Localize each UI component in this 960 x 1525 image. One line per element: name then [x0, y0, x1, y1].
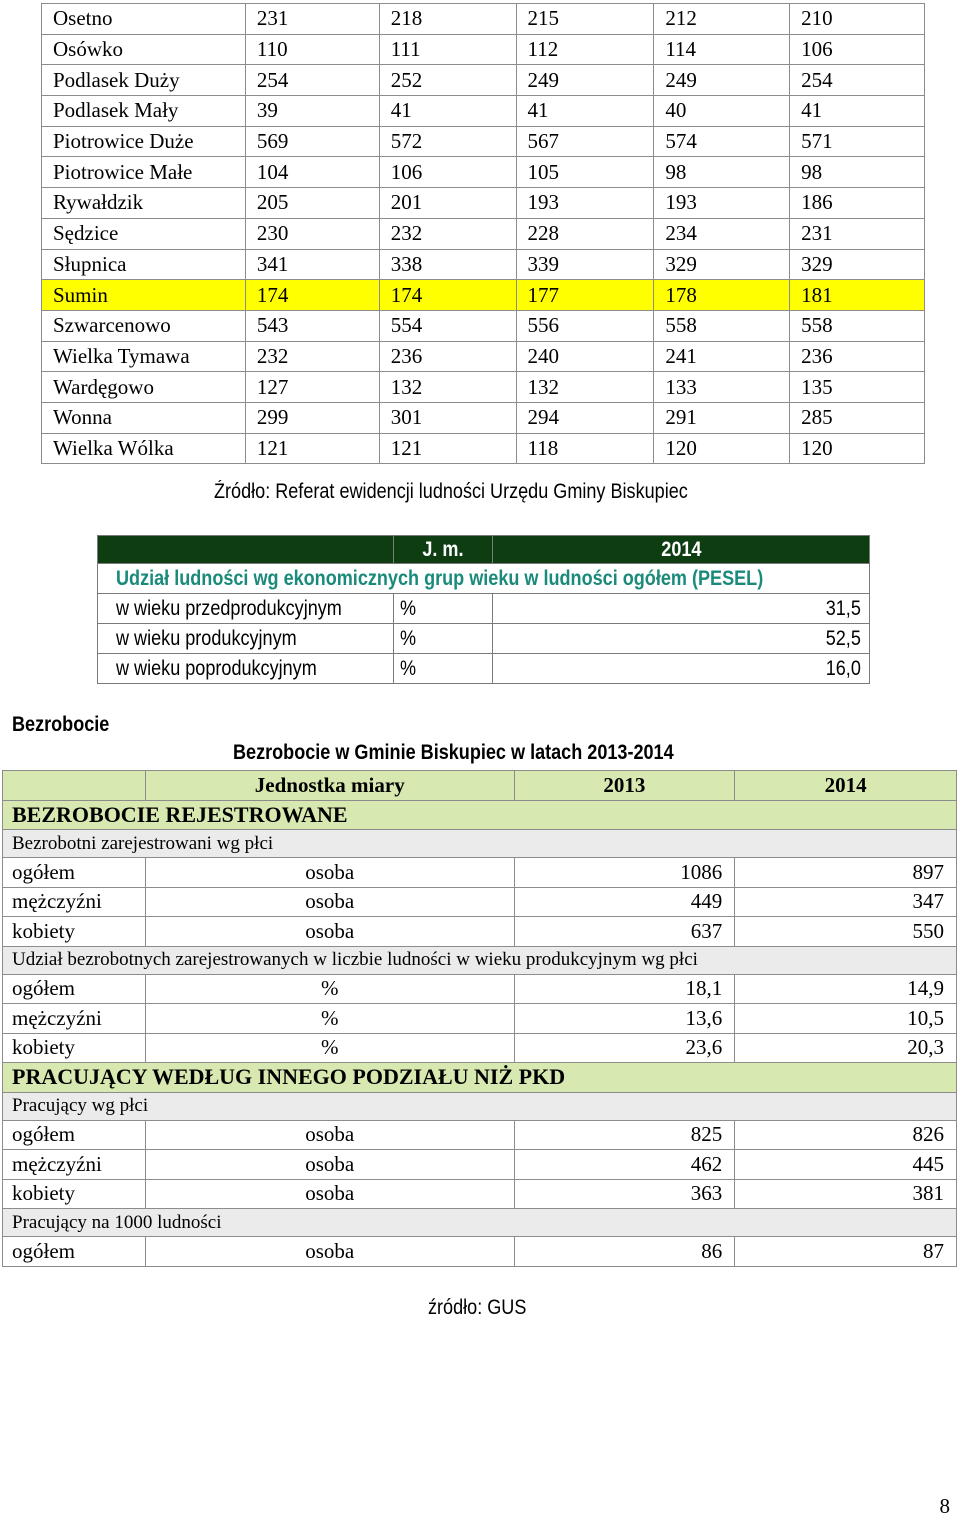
- village-row: [42, 96, 925, 127]
- village-value: 341: [245, 249, 379, 280]
- village-value: 572: [379, 126, 516, 157]
- unemployment-row-label: kobiety: [3, 1179, 146, 1209]
- village-value: 41: [790, 96, 925, 127]
- village-value: 241: [654, 341, 790, 372]
- unemployment-row-unit: %: [145, 1033, 514, 1063]
- village-value: 558: [654, 310, 790, 341]
- village-value: 41: [379, 96, 516, 127]
- unemployment-header-empty: [3, 771, 146, 801]
- village-row: [42, 65, 925, 96]
- village-name: Podlasek Duży: [42, 65, 246, 96]
- village-row: [42, 4, 925, 35]
- unemployment-data-row: [3, 887, 957, 917]
- village-value: 39: [245, 96, 379, 127]
- unemployment-row-unit: osoba: [145, 887, 514, 917]
- village-name: Wonna: [42, 402, 246, 433]
- village-value: 285: [790, 402, 925, 433]
- village-value: 567: [516, 126, 654, 157]
- unemployment-row-2013: 23,6: [514, 1033, 735, 1063]
- unemployment-row-unit: %: [145, 1004, 514, 1034]
- pesel-row-label: w wieku przedprodukcyjnym: [98, 594, 394, 624]
- village-row: [42, 402, 925, 433]
- unemployment-section-title: PRACUJĄCY WEDŁUG INNEGO PODZIAŁU NIŻ PKD: [3, 1063, 957, 1093]
- unemployment-row-label: ogółem: [3, 1120, 146, 1150]
- village-value: 98: [790, 157, 925, 188]
- village-value: 210: [790, 4, 925, 35]
- pesel-row-value: 52,5: [493, 624, 869, 654]
- village-value: 127: [245, 372, 379, 403]
- unemployment-row-2014: 347: [735, 887, 957, 917]
- village-value: 236: [379, 341, 516, 372]
- pesel-row-label: w wieku poprodukcyjnym: [98, 654, 394, 684]
- village-value: 174: [379, 280, 516, 311]
- pesel-row-unit: %: [394, 624, 493, 654]
- village-row: [42, 126, 925, 157]
- village-value: 193: [654, 188, 790, 219]
- unemployment-subheader-title: Udział bezrobotnych zarejestrowanych w liczbie ludności w wieku produkcyjnym wg płci: [3, 946, 957, 974]
- village-value: 231: [245, 4, 379, 35]
- unemployment-row-label: kobiety: [3, 1033, 146, 1063]
- village-row: [42, 249, 925, 280]
- village-value: 218: [379, 4, 516, 35]
- village-value: 329: [654, 249, 790, 280]
- village-value: 40: [654, 96, 790, 127]
- unemployment-subheader-row: [3, 946, 957, 974]
- village-name: Piotrowice Duże: [42, 126, 246, 157]
- unemployment-data-row: [3, 1150, 957, 1180]
- unemployment-header-row: [3, 771, 957, 801]
- unemployment-data-row: [3, 1004, 957, 1034]
- unemployment-row-label: mężczyźni: [3, 887, 146, 917]
- unemployment-header-2013: 2013: [514, 771, 735, 801]
- unemployment-subheader-row: [3, 1092, 957, 1120]
- unemployment-row-2013: 18,1: [514, 974, 735, 1004]
- unemployment-data-row: [3, 1120, 957, 1150]
- pesel-row-value: 31,5: [493, 594, 869, 624]
- unemployment-row-2014: 381: [735, 1179, 957, 1209]
- village-value: 114: [654, 34, 790, 65]
- pesel-header-row: [98, 536, 870, 564]
- unemployment-section-row: [3, 800, 957, 830]
- unemployment-row-unit: osoba: [145, 858, 514, 888]
- village-value: 301: [379, 402, 516, 433]
- village-row: [42, 280, 925, 311]
- unemployment-header-unit: Jednostka miary: [145, 771, 514, 801]
- unemployment-row-2014: 445: [735, 1150, 957, 1180]
- unemployment-subheader-row: [3, 830, 957, 858]
- village-name: Osetno: [42, 4, 246, 35]
- unemployment-row-2014: 897: [735, 858, 957, 888]
- unemployment-subheader-row: [3, 1209, 957, 1237]
- village-value: 556: [516, 310, 654, 341]
- village-value: 569: [245, 126, 379, 157]
- unemployment-row-2013: 462: [514, 1150, 735, 1180]
- unemployment-subheader-title: Bezrobotni zarejestrowani wg płci: [3, 830, 957, 858]
- village-value: 232: [245, 341, 379, 372]
- village-name: Sumin: [42, 280, 246, 311]
- village-value: 240: [516, 341, 654, 372]
- pesel-row-unit: %: [394, 654, 493, 684]
- unemployment-row-unit: osoba: [145, 1120, 514, 1150]
- unemployment-row-label: mężczyźni: [3, 1150, 146, 1180]
- village-value: 118: [516, 433, 654, 464]
- village-name: Piotrowice Małe: [42, 157, 246, 188]
- pesel-header-year: 2014: [493, 536, 869, 564]
- page-number: 8: [939, 1494, 950, 1518]
- village-name: Szwarcenowo: [42, 310, 246, 341]
- village-value: 135: [790, 372, 925, 403]
- village-value: 110: [245, 34, 379, 65]
- unemployment-row-2014: 550: [735, 917, 957, 947]
- pesel-band-row: [98, 564, 870, 594]
- village-row: [42, 341, 925, 372]
- unemployment-row-2013: 1086: [514, 858, 735, 888]
- village-name: Wielka Wólka: [42, 433, 246, 464]
- village-value: 228: [516, 218, 654, 249]
- unemployment-section-row: [3, 1063, 957, 1093]
- unemployment-row-label: ogółem: [3, 974, 146, 1004]
- village-value: 111: [379, 34, 516, 65]
- unemployment-row-unit: osoba: [145, 1179, 514, 1209]
- pesel-row: [98, 624, 870, 654]
- village-value: 177: [516, 280, 654, 311]
- unemployment-row-label: ogółem: [3, 858, 146, 888]
- unemployment-row-2013: 13,6: [514, 1004, 735, 1034]
- section-heading-bezrobocie: Bezrobocie: [12, 713, 110, 736]
- unemployment-table: [2, 770, 957, 1267]
- unemployment-row-unit: osoba: [145, 1237, 514, 1267]
- village-value: 105: [516, 157, 654, 188]
- village-name: Wardęgowo: [42, 372, 246, 403]
- pesel-row: [98, 654, 870, 684]
- village-value: 554: [379, 310, 516, 341]
- village-value: 174: [245, 280, 379, 311]
- unemployment-data-row: [3, 1179, 957, 1209]
- unemployment-row-2013: 637: [514, 917, 735, 947]
- unemployment-data-row: [3, 974, 957, 1004]
- village-row: [42, 34, 925, 65]
- unemployment-row-2014: 87: [735, 1237, 957, 1267]
- village-name: Podlasek Mały: [42, 96, 246, 127]
- village-value: 178: [654, 280, 790, 311]
- unemployment-row-label: kobiety: [3, 917, 146, 947]
- unemployment-data-row: [3, 917, 957, 947]
- village-name: Rywałdzik: [42, 188, 246, 219]
- village-row: [42, 433, 925, 464]
- village-value: 132: [516, 372, 654, 403]
- village-value: 329: [790, 249, 925, 280]
- village-value: 294: [516, 402, 654, 433]
- unemployment-row-2013: 86: [514, 1237, 735, 1267]
- village-row: [42, 372, 925, 403]
- unemployment-row-unit: %: [145, 974, 514, 1004]
- pesel-header-empty: [98, 536, 394, 564]
- village-value: 133: [654, 372, 790, 403]
- village-value: 120: [654, 433, 790, 464]
- unemployment-row-2013: 825: [514, 1120, 735, 1150]
- pesel-header-unit: J. m.: [394, 536, 493, 564]
- unemployment-subheader-title: Pracujący na 1000 ludności: [3, 1209, 957, 1237]
- village-value: 121: [245, 433, 379, 464]
- village-value: 98: [654, 157, 790, 188]
- village-name: Wielka Tymawa: [42, 341, 246, 372]
- unemployment-data-row: [3, 858, 957, 888]
- villages-population-table: [41, 3, 925, 464]
- village-value: 254: [790, 65, 925, 96]
- unemployment-row-unit: osoba: [145, 917, 514, 947]
- village-value: 339: [516, 249, 654, 280]
- source-caption-gus: źródło: GUS: [428, 1296, 527, 1319]
- village-value: 41: [516, 96, 654, 127]
- village-value: 120: [790, 433, 925, 464]
- village-value: 205: [245, 188, 379, 219]
- village-value: 252: [379, 65, 516, 96]
- village-row: [42, 310, 925, 341]
- pesel-row-unit: %: [394, 594, 493, 624]
- village-value: 254: [245, 65, 379, 96]
- pesel-band-title: Udział ludności wg ekonomicznych grup wieku w ludności ogółem (PESEL): [98, 564, 870, 594]
- unemployment-row-2014: 14,9: [735, 974, 957, 1004]
- village-row: [42, 218, 925, 249]
- unemployment-row-2013: 449: [514, 887, 735, 917]
- village-value: 558: [790, 310, 925, 341]
- village-value: 193: [516, 188, 654, 219]
- pesel-row-value: 16,0: [493, 654, 869, 684]
- unemployment-data-row: [3, 1237, 957, 1267]
- village-value: 186: [790, 188, 925, 219]
- village-name: Osówko: [42, 34, 246, 65]
- village-name: Słupnica: [42, 249, 246, 280]
- village-value: 231: [790, 218, 925, 249]
- village-value: 571: [790, 126, 925, 157]
- unemployment-row-2013: 363: [514, 1179, 735, 1209]
- pesel-row-label: w wieku produkcyjnym: [98, 624, 394, 654]
- village-value: 132: [379, 372, 516, 403]
- pesel-row: [98, 594, 870, 624]
- unemployment-subheader-title: Pracujący wg płci: [3, 1092, 957, 1120]
- unemployment-row-2014: 826: [735, 1120, 957, 1150]
- unemployment-table-title: Bezrobocie w Gminie Biskupiec w latach 2013-2014: [233, 741, 674, 764]
- unemployment-row-label: mężczyźni: [3, 1004, 146, 1034]
- unemployment-row-unit: osoba: [145, 1150, 514, 1180]
- village-value: 106: [790, 34, 925, 65]
- village-value: 291: [654, 402, 790, 433]
- unemployment-header-2014: 2014: [735, 771, 957, 801]
- pesel-age-groups-table: [97, 535, 870, 684]
- village-value: 215: [516, 4, 654, 35]
- unemployment-row-2014: 20,3: [735, 1033, 957, 1063]
- village-value: 236: [790, 341, 925, 372]
- village-value: 106: [379, 157, 516, 188]
- village-value: 112: [516, 34, 654, 65]
- village-value: 212: [654, 4, 790, 35]
- village-value: 338: [379, 249, 516, 280]
- village-value: 299: [245, 402, 379, 433]
- unemployment-row-label: ogółem: [3, 1237, 146, 1267]
- source-caption-referat: Źródło: Referat ewidencji ludności Urzędu Gminy Biskupiec: [214, 480, 688, 503]
- village-value: 201: [379, 188, 516, 219]
- village-value: 249: [516, 65, 654, 96]
- village-value: 181: [790, 280, 925, 311]
- village-row: [42, 157, 925, 188]
- village-value: 249: [654, 65, 790, 96]
- village-value: 104: [245, 157, 379, 188]
- village-value: 543: [245, 310, 379, 341]
- unemployment-row-2014: 10,5: [735, 1004, 957, 1034]
- village-value: 574: [654, 126, 790, 157]
- unemployment-data-row: [3, 1033, 957, 1063]
- village-value: 121: [379, 433, 516, 464]
- village-row: [42, 188, 925, 219]
- unemployment-section-title: BEZROBOCIE REJESTROWANE: [3, 800, 957, 830]
- village-name: Sędzice: [42, 218, 246, 249]
- village-value: 230: [245, 218, 379, 249]
- village-value: 234: [654, 218, 790, 249]
- village-value: 232: [379, 218, 516, 249]
